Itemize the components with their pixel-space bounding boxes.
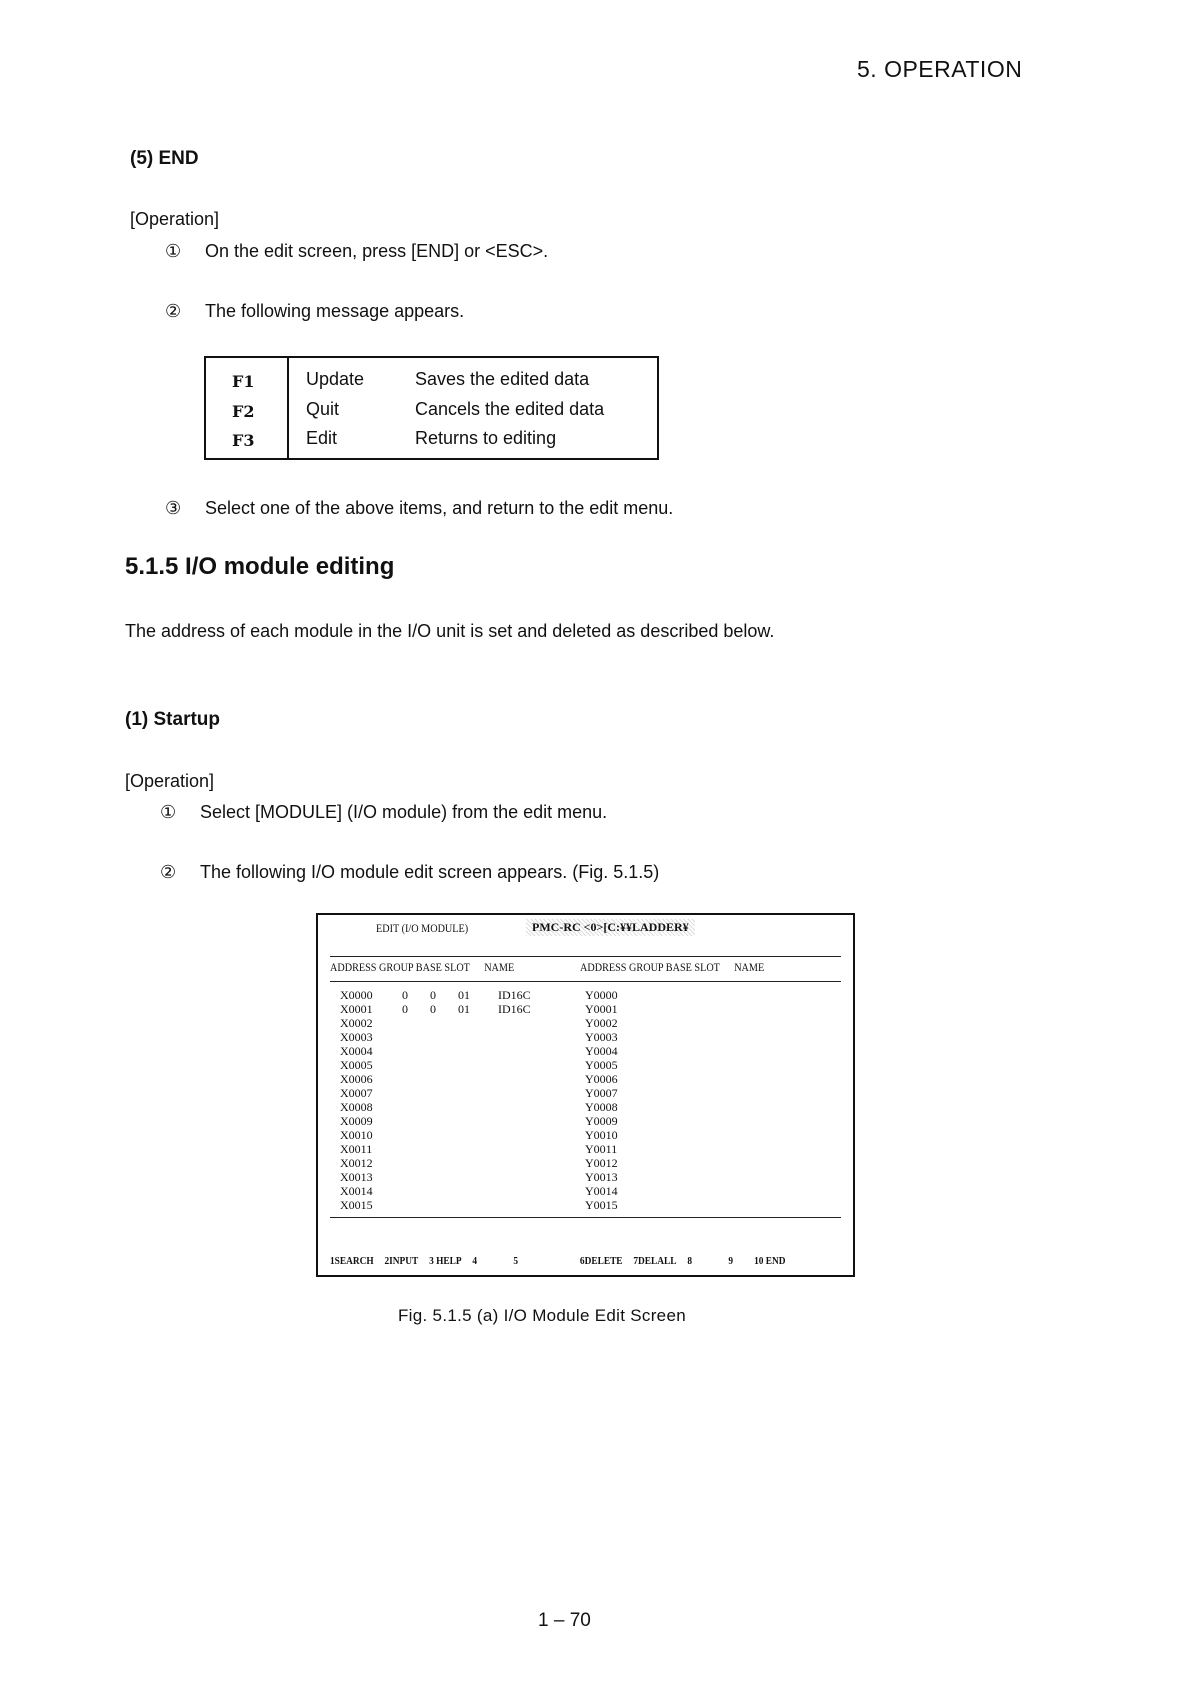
chapter-header: 5. OPERATION	[857, 56, 1023, 82]
left-column-headers	[330, 960, 514, 975]
page-number: 1 – 70	[538, 1610, 591, 1631]
x-address-cell: X0003	[340, 1030, 373, 1044]
fkey-8[interactable]: 8	[687, 1255, 693, 1267]
io-module-edit-screen	[316, 913, 855, 1277]
table-row	[318, 1058, 853, 1072]
y-address-cell: Y0012	[585, 1156, 618, 1170]
y-address-cell: Y0009	[585, 1114, 618, 1128]
table-row	[318, 1016, 853, 1030]
operation-label: [Operation]	[125, 771, 215, 791]
table-row	[318, 1198, 853, 1212]
col-header-address: ADDRESS	[330, 960, 377, 974]
fkey-label: F3	[232, 431, 255, 450]
x-address-cell: X0000	[340, 988, 373, 1002]
col-header-base: BASE	[415, 960, 442, 974]
col-header-name: NAME	[484, 960, 515, 974]
table-row	[318, 1044, 853, 1058]
table-bottom-rule	[330, 1217, 841, 1218]
fkey-help[interactable]: 3 HELP	[429, 1255, 462, 1267]
table-row	[318, 1030, 853, 1044]
fkey-label: F1	[232, 372, 255, 391]
end-step-3	[165, 498, 673, 519]
step-text: Select [MODULE] (I/O module) from the edit menu.	[200, 802, 608, 822]
base-cell: 0	[430, 988, 436, 1002]
col-header-slot: SLOT	[444, 960, 470, 974]
col-header-group: GROUP	[629, 960, 664, 974]
step-number: ②	[160, 862, 177, 882]
fkey-delete[interactable]: 6DELETE	[579, 1255, 623, 1267]
x-address-cell: X0008	[340, 1100, 373, 1114]
operation-label: [Operation]	[130, 209, 220, 229]
figure-caption: Fig. 5.1.5 (a) I/O Module Edit Screen	[398, 1306, 686, 1325]
step-number: ③	[165, 498, 182, 518]
y-address-cell: Y0014	[585, 1184, 618, 1198]
group-cell: 0	[402, 1002, 408, 1016]
y-address-cell: Y0006	[585, 1072, 618, 1086]
table-row	[318, 1002, 853, 1016]
screen-title: EDIT (I/O MODULE)	[376, 921, 469, 935]
table-row	[206, 369, 657, 399]
x-address-cell: X0011	[340, 1142, 373, 1156]
end-step-1	[165, 241, 548, 262]
fkey-name: Edit	[306, 428, 338, 448]
name-cell: ID16C	[498, 988, 531, 1002]
y-address-cell: Y0004	[585, 1044, 618, 1058]
x-address-cell: X0012	[340, 1156, 373, 1170]
col-header-slot: SLOT	[694, 960, 720, 974]
x-address-cell: X0014	[340, 1184, 373, 1198]
table-row	[318, 1086, 853, 1100]
screen-function-key-bar	[330, 1255, 794, 1267]
io-step-2	[160, 862, 659, 883]
x-address-cell: X0015	[340, 1198, 373, 1212]
x-address-cell: X0005	[340, 1058, 373, 1072]
table-row	[318, 1142, 853, 1156]
table-row	[318, 1114, 853, 1128]
y-address-cell: Y0003	[585, 1030, 618, 1044]
name-cell: ID16C	[498, 1002, 531, 1016]
x-address-cell: X0013	[340, 1170, 373, 1184]
x-address-cell: X0001	[340, 1002, 373, 1016]
step-number: ①	[165, 241, 182, 261]
io-step-1	[160, 802, 607, 823]
step-number: ②	[165, 301, 182, 321]
section-intro: The address of each module in the I/O unit is set and deleted as described below.	[125, 621, 775, 641]
fkey-desc: Cancels the edited data	[415, 399, 605, 419]
step-text: On the edit screen, press [END] or <ESC>.	[205, 241, 549, 261]
table-row	[318, 1170, 853, 1184]
x-address-cell: X0006	[340, 1072, 373, 1086]
step-number: ①	[160, 802, 177, 822]
fkey-4[interactable]: 4	[472, 1255, 478, 1267]
fkey-search[interactable]: 1SEARCH	[330, 1255, 374, 1267]
col-header-address: ADDRESS	[580, 960, 627, 974]
col-header-group: GROUP	[379, 960, 414, 974]
fkey-delall[interactable]: 7DELALL	[633, 1255, 677, 1267]
table-row	[206, 428, 657, 458]
table-row	[206, 399, 657, 429]
step-text: The following message appears.	[205, 301, 465, 321]
base-cell: 0	[430, 1002, 436, 1016]
header-top-rule	[330, 956, 841, 957]
end-heading: (5) END	[130, 148, 199, 169]
table-row	[318, 988, 853, 1002]
slot-cell: 01	[458, 1002, 470, 1016]
right-column-headers	[580, 960, 764, 975]
x-address-cell: X0004	[340, 1044, 373, 1058]
x-address-cell: X0009	[340, 1114, 373, 1128]
y-address-cell: Y0000	[585, 988, 618, 1002]
y-address-cell: Y0013	[585, 1170, 618, 1184]
fkey-desc: Returns to editing	[415, 428, 557, 448]
function-key-table	[204, 356, 659, 460]
x-address-cell: X0007	[340, 1086, 373, 1100]
y-address-cell: Y0008	[585, 1100, 618, 1114]
y-address-cell: Y0001	[585, 1002, 618, 1016]
y-address-cell: Y0015	[585, 1198, 618, 1212]
section-heading: 5.1.5 I/O module editing	[125, 553, 395, 580]
y-address-cell: Y0005	[585, 1058, 618, 1072]
end-step-2	[165, 301, 464, 322]
table-row	[318, 1128, 853, 1142]
table-row	[318, 1156, 853, 1170]
step-text: The following I/O module edit screen appears. (Fig. 5.1.5)	[200, 862, 660, 882]
slot-cell: 01	[458, 988, 470, 1002]
fkey-9[interactable]: 9	[728, 1255, 734, 1267]
col-header-base: BASE	[665, 960, 692, 974]
fkey-input[interactable]: 2INPUT	[384, 1255, 419, 1267]
x-address-cell: X0002	[340, 1016, 373, 1030]
table-row	[318, 1100, 853, 1114]
fkey-5[interactable]: 5	[513, 1255, 519, 1267]
fkey-label: F2	[232, 402, 255, 421]
fkey-name: Quit	[306, 399, 340, 419]
y-address-cell: Y0011	[585, 1142, 618, 1156]
header-bottom-rule	[330, 981, 841, 982]
fkey-desc: Saves the edited data	[415, 369, 590, 389]
startup-heading: (1) Startup	[125, 709, 220, 730]
y-address-cell: Y0010	[585, 1128, 618, 1142]
screen-status-bar: PMC-RC <0>[C:¥¥LADDER¥	[526, 919, 695, 936]
step-text: Select one of the above items, and return to the edit menu.	[205, 498, 674, 518]
col-header-name: NAME	[734, 960, 765, 974]
table-row	[318, 1184, 853, 1198]
table-row	[318, 1072, 853, 1086]
fkey-end[interactable]: 10 END	[754, 1255, 786, 1267]
io-address-table	[318, 988, 853, 1212]
fkey-name: Update	[306, 369, 365, 389]
x-address-cell: X0010	[340, 1128, 373, 1142]
y-address-cell: Y0007	[585, 1086, 618, 1100]
group-cell: 0	[402, 988, 408, 1002]
y-address-cell: Y0002	[585, 1016, 618, 1030]
